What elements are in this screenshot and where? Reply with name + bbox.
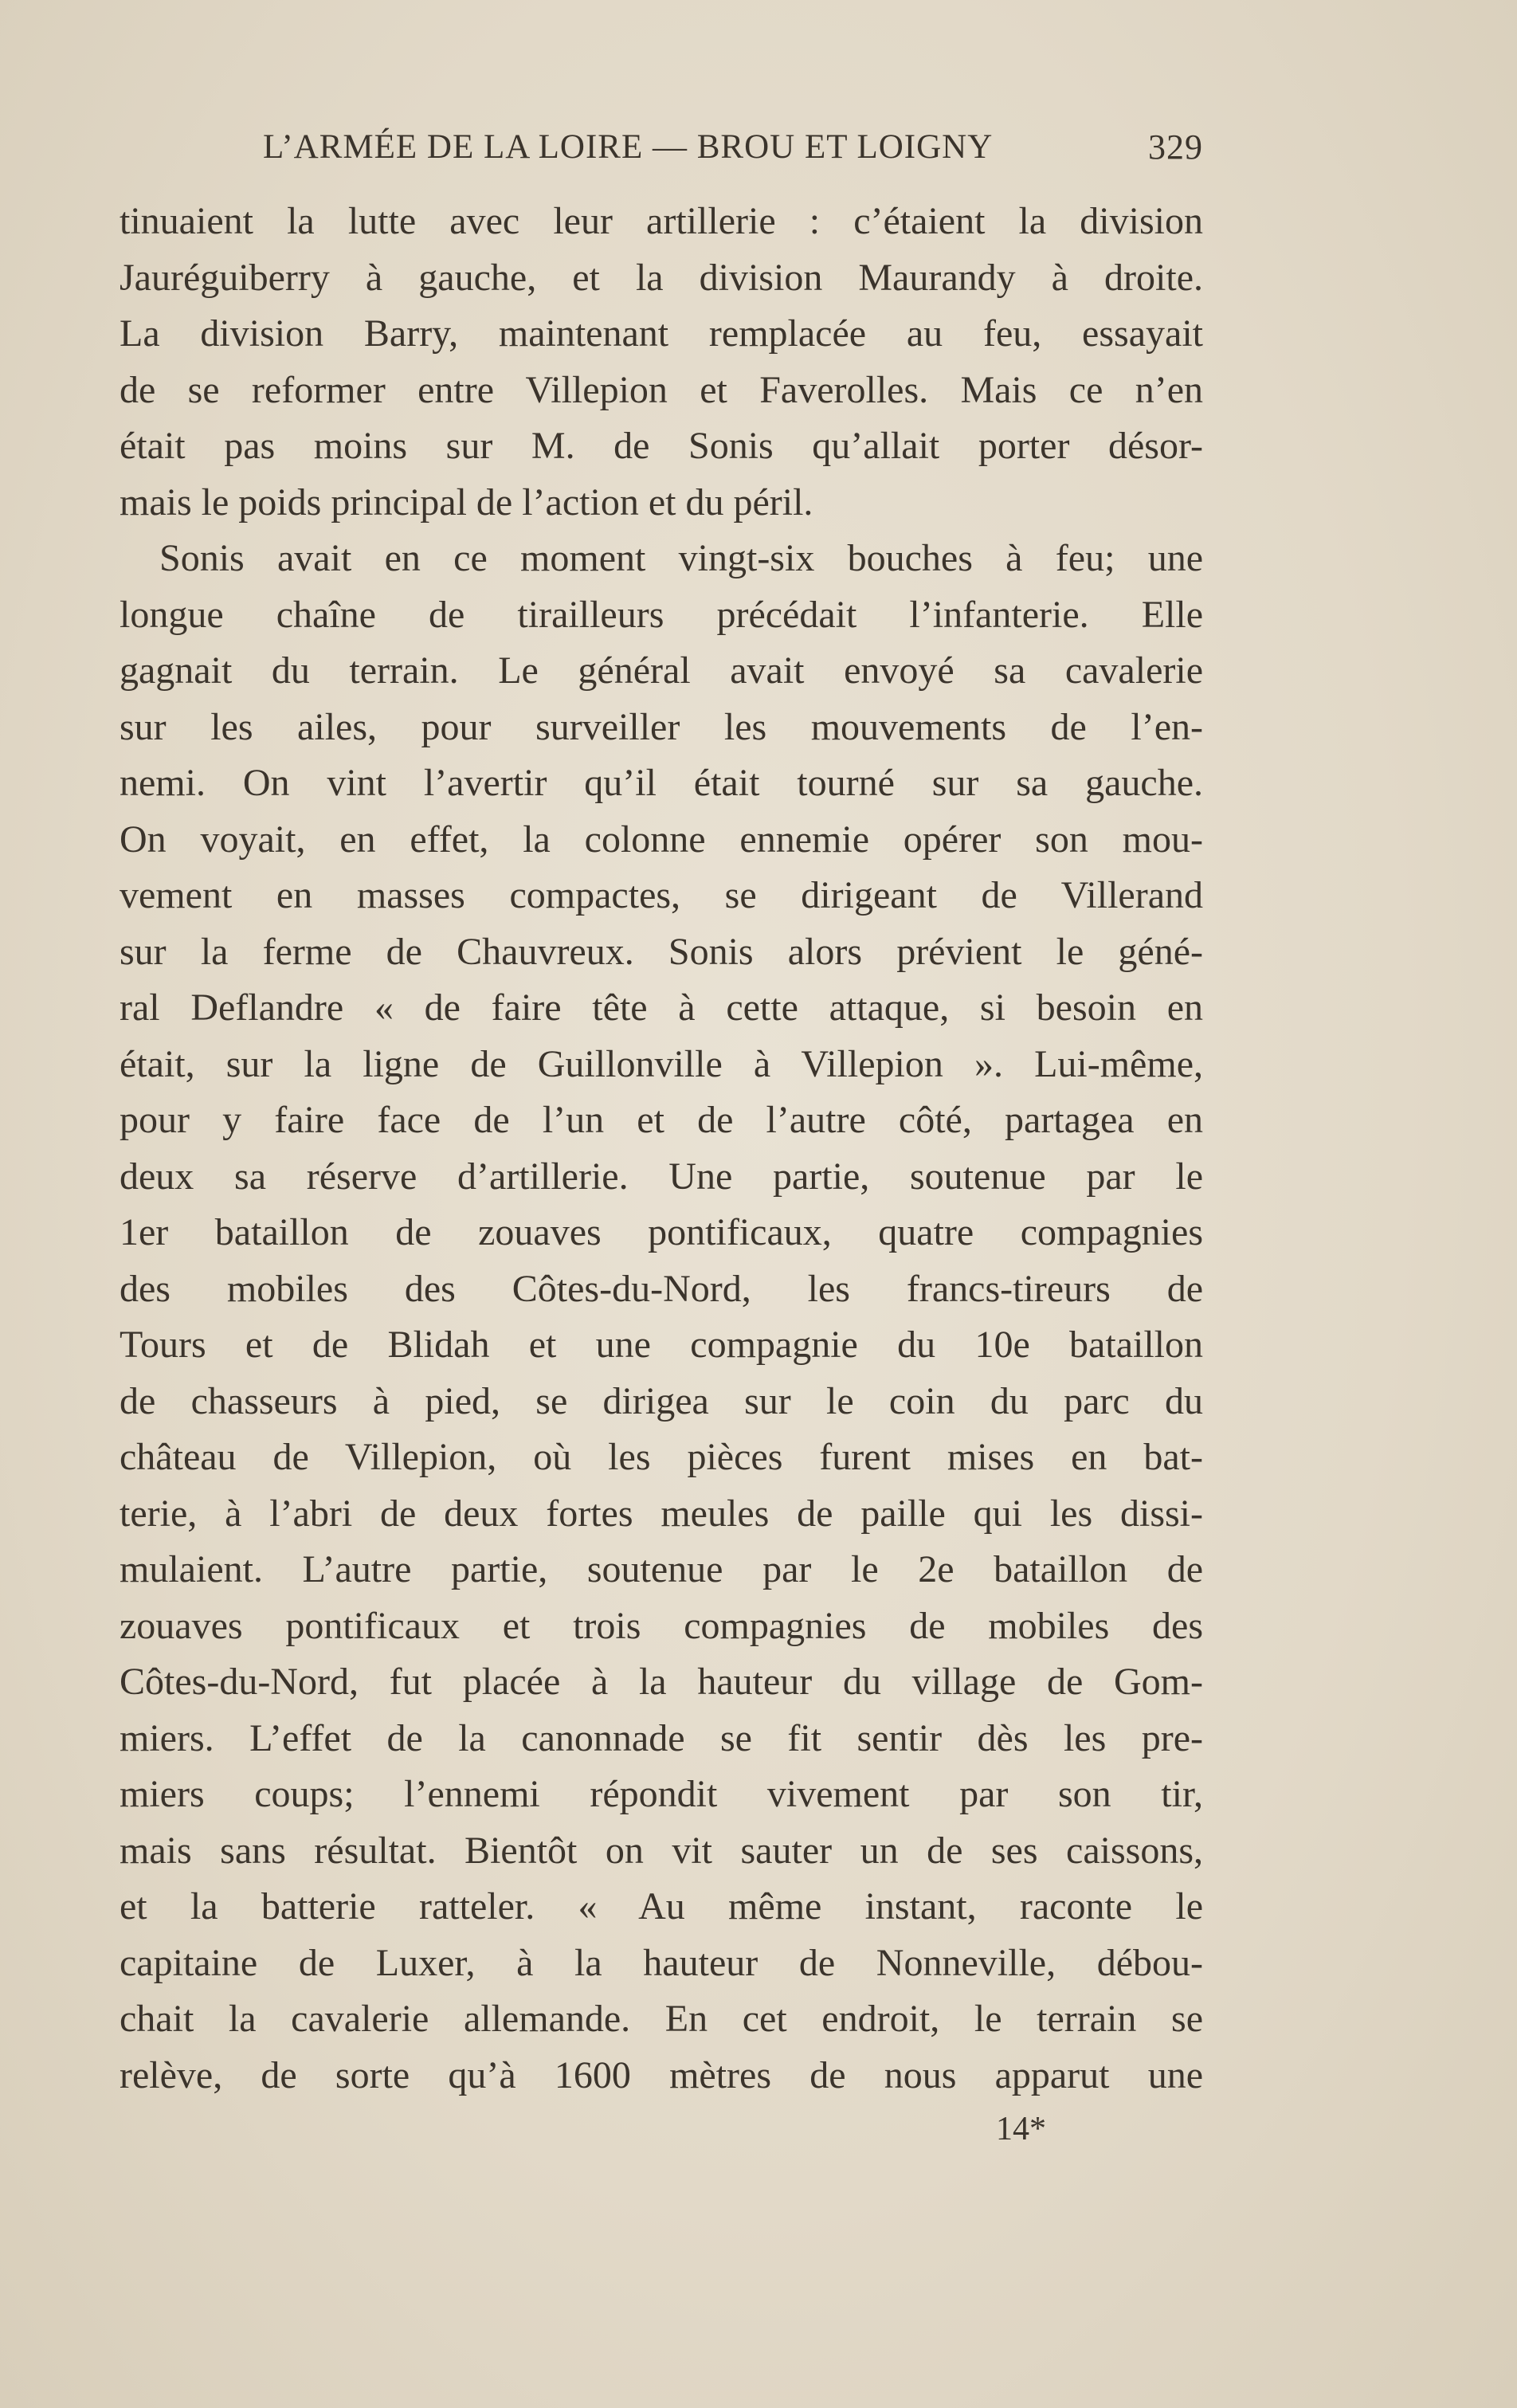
text-line: sur la ferme de Chauvreux. Sonis alors prévient le géné-: [120, 930, 1203, 973]
page-number: 329: [1148, 127, 1203, 167]
signature-mark: 14*: [996, 2111, 1046, 2147]
text-line: et la batterie ratteler. « Au même instant, raconte le: [120, 1885, 1203, 1928]
text-line: gagnait du terrain. Le général avait envoyé sa cavalerie: [120, 649, 1203, 692]
text-line: On voyait, en effet, la colonne ennemie opérer son mou-: [120, 818, 1203, 861]
text-line: mulaient. L’autre partie, soutenue par le 2e bataillon de: [120, 1548, 1203, 1590]
text-line: mais le poids principal de l’action et du péril.: [120, 480, 813, 524]
text-line: 1er bataillon de zouaves pontificaux, quatre compagnies: [120, 1211, 1203, 1253]
text-line: La division Barry, maintenant remplacée au feu, essayait: [120, 312, 1203, 355]
text-line: chait la cavalerie allemande. En cet endroit, le terrain se: [120, 1998, 1203, 2040]
text-line: était pas moins sur M. de Sonis qu’allait porter désor-: [120, 425, 1203, 467]
text-line: était, sur la ligne de Guillonville à Villepion ». Lui-même,: [120, 1042, 1203, 1085]
text-line: de se reformer entre Villepion et Faverolles. Mais ce n’en: [120, 368, 1203, 411]
text-line: Tours et de Blidah et une compagnie du 10e bataillon: [120, 1324, 1203, 1366]
running-head-title: L’ARMÉE DE LA LOIRE — BROU ET LOIGNY: [263, 128, 994, 166]
text-line: deux sa réserve d’artillerie. Une partie, soutenue par le: [120, 1155, 1203, 1198]
text-line: ral Deflandre « de faire tête à cette attaque, si besoin en: [120, 986, 1203, 1029]
running-head: [263, 120, 1203, 175]
text-line: des mobiles des Côtes-du-Nord, les francs-tireurs de: [120, 1267, 1203, 1310]
text-line: pour y faire face de l’un et de l’autre côté, partagea en: [120, 1099, 1203, 1141]
text-line: capitaine de Luxer, à la hauteur de Nonneville, débou-: [120, 1941, 1203, 1984]
text-line: miers. L’effet de la canonnade se fit sentir dès les pre-: [120, 1716, 1203, 1759]
text-line: zouaves pontificaux et trois compagnies de mobiles des: [120, 1604, 1203, 1647]
text-line: de chasseurs à pied, se dirigea sur le coin du parc du: [120, 1379, 1203, 1422]
text-line: mais sans résultat. Bientôt on vit sauter un de ses caissons,: [120, 1829, 1203, 1872]
text-line: relève, de sorte qu’à 1600 mètres de nous apparut une: [120, 2053, 1203, 2096]
text-line: terie, à l’abri de deux fortes meules de paille qui les dissi-: [120, 1492, 1203, 1535]
text-line: vement en masses compactes, se dirigeant de Villerand: [120, 874, 1203, 916]
text-line: longue chaîne de tirailleurs précédait l’infanterie. Elle: [120, 593, 1203, 636]
body-text: [120, 194, 1203, 2104]
text-line: Sonis avait en ce moment vingt-six bouches à feu; une: [159, 537, 1203, 579]
text-line: château de Villepion, où les pièces furent mises en bat-: [120, 1436, 1203, 1478]
text-line: nemi. On vint l’avertir qu’il était tourné sur sa gauche.: [120, 762, 1203, 804]
text-line: Jauréguiberry à gauche, et la division Maurandy à droite.: [120, 256, 1203, 299]
text-line: Côtes-du-Nord, fut placée à la hauteur du village de Gom-: [120, 1661, 1203, 1703]
text-line: miers coups; l’ennemi répondit vivement par son tir,: [120, 1773, 1203, 1815]
text-line: tinuaient la lutte avec leur artillerie : c’étaient la division: [120, 200, 1203, 242]
text-line: sur les ailes, pour surveiller les mouvements de l’en-: [120, 705, 1203, 748]
